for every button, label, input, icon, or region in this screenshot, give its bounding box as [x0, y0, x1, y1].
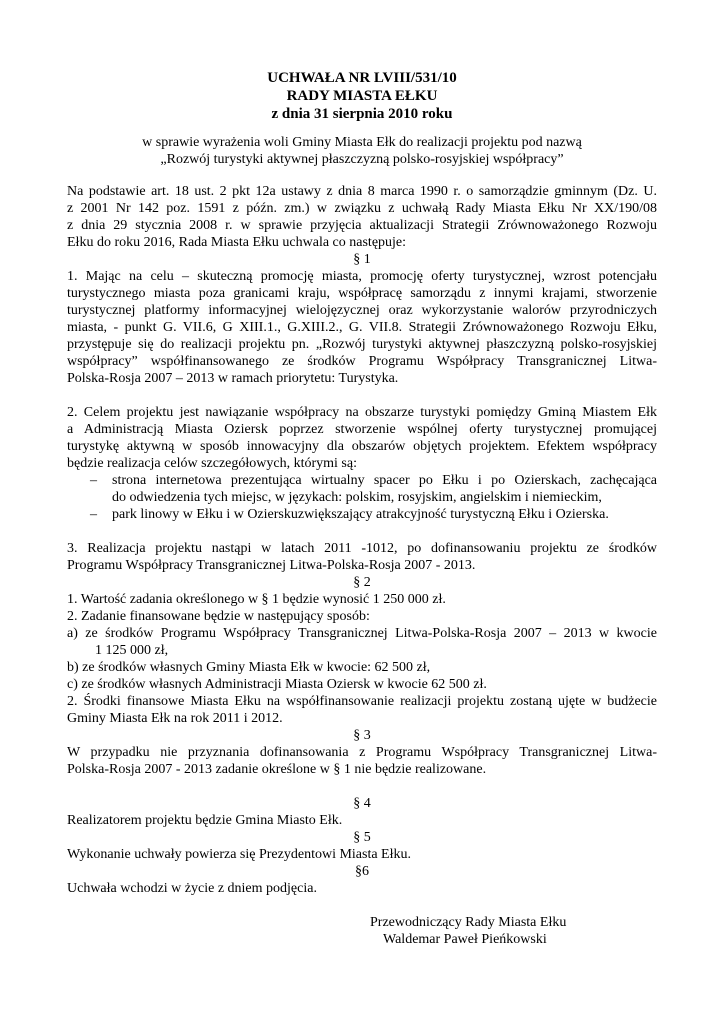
- subject-line-1: w sprawie wyrażenia woli Gminy Miasta Ełk do realizacji projektu pod nazwą: [142, 135, 582, 150]
- paragraph-line: a) ze środków Programu Współpracy Transgranicznej Litwa-Polska-Rosja 2007 – 2013 w kwocie: [67, 626, 657, 641]
- issuing-body: RADY MIASTA EŁKU: [286, 88, 438, 104]
- paragraph-line: Wykonanie uchwały powierza się Prezydentowi Miasta Ełku.: [67, 847, 411, 862]
- preamble-line: Na podstawie art. 18 ust. 2 pkt 12a ustawy z dnia 8 marca 1990 r. o samorządzie gminnym (Dz. U.: [67, 184, 657, 199]
- section-mark-5: § 5: [353, 830, 371, 845]
- preamble-line: Ełku do roku 2016, Rada Miasta Ełku uchwala co następuje:: [67, 235, 407, 250]
- paragraph-line: Polska-Rosja 2007 – 2013 w ramach priorytetu: Turystyka.: [67, 371, 399, 386]
- paragraph-line: będzie realizacja celów szczegółowych, którymi są:: [67, 456, 357, 471]
- paragraph-line: 1. Mając na celu – skuteczną promocję miasta, promocję oferty turystycznej, wzrost potencjału: [67, 269, 657, 284]
- preamble-line: z 2001 Nr 142 poz. 1591 z późn. zm.) w związku z uchwałą Rady Miasta Ełku Nr XX/190/08: [67, 201, 657, 216]
- paragraph-line: Realizatorem projektu będzie Gmina Miasto Ełk.: [67, 813, 343, 828]
- preamble-line: z dnia 29 stycznia 2008 r. w sprawie przyjęcia aktualizacji Strategii Zrównoważonego Rozwoju: [67, 218, 657, 233]
- bullet-item-continuation: do odwiedzenia tych miejsc, w językach: polskim, rosyjskim, angielskim i niemieckim,: [112, 490, 602, 505]
- bullet-dash: –: [90, 473, 97, 488]
- bullet-dash: –: [90, 507, 97, 522]
- paragraph-line: turystycznego miasta poza granicami kraju, współpracę samorządu z innymi krajami, stworzenie: [67, 286, 657, 301]
- paragraph-line: c) ze środków własnych Administracji Miasta Oziersk w kwocie 62 500 zł.: [67, 677, 487, 692]
- paragraph-line: turystykę aktywną w sposób innowacyjny dla obszarów objętych projektem. Efektem współpracy: [67, 439, 657, 454]
- paragraph-line: 1. Wartość zadania określonego w § 1 będzie wynosić 1 250 000 zł.: [67, 592, 446, 607]
- paragraph-line: W przypadku nie przyznania dofinansowania z Programu Współpracy Transgranicznej Litwa-: [67, 745, 657, 760]
- paragraph-line: 2. Celem projektu jest nawiązanie współpracy na obszarze turystyki pomiędzy Gminą Miastem Ełk: [67, 405, 657, 420]
- paragraph-line: przystępuje się do realizacji projektu pn. „Rozwój turystyki aktywnej płaszczyzną polsko-rosyjskiej: [67, 337, 657, 352]
- paragraph-line: współpracy” współfinansowanego ze środków Programu Współpracy Transgranicznej Litwa-: [67, 354, 657, 369]
- paragraph-line: turystycznej platformy informacyjnej wielojęzycznej oraz wykorzystanie walorów przyrodniczych: [67, 303, 657, 318]
- resolution-date: z dnia 31 sierpnia 2010 roku: [271, 106, 453, 122]
- paragraph-line: miasta, - punkt G. VII.6, G XIII.1., G.XIII.2., G. VII.8. Strategii Zrównoważonego Rozwoju Ełku,: [67, 320, 657, 335]
- paragraph-line: Gminy Miasta Ełk na rok 2011 i 2012.: [67, 711, 283, 726]
- paragraph-line: b) ze środków własnych Gminy Miasta Ełk w kwocie: 62 500 zł,: [67, 660, 431, 675]
- subject-line-2: „Rozwój turystyki aktywnej płaszczyzną polsko-rosyjskiej współpracy”: [160, 152, 564, 167]
- paragraph-line: Polska-Rosja 2007 - 2013 zadanie określone w § 1 nie będzie realizowane.: [67, 762, 487, 777]
- paragraph-line: a Administracją Miasta Oziersk poprzez stworzenie wspólnej oferty turystycznej promującej: [67, 422, 657, 437]
- section-mark-4: § 4: [353, 796, 371, 811]
- paragraph-line: 2. Zadanie finansowane będzie w następujący sposób:: [67, 609, 370, 624]
- paragraph-line: Uchwała wchodzi w życie z dniem podjęcia.: [67, 881, 317, 896]
- section-mark-6: §6: [355, 864, 369, 879]
- section-mark-2: § 2: [353, 575, 371, 590]
- bullet-item: park linowy w Ełku i w Ozierskuzwiększający atrakcyjność turystyczną Ełku i Ozierska.: [112, 507, 609, 522]
- paragraph-line: 2. Środki finansowe Miasta Ełku na współfinansowanie realizacji projektu zostaną ujęte w budżecie: [67, 694, 657, 709]
- paragraph-line: 3. Realizacja projektu nastąpi w latach 2011 -1012, po dofinansowaniu projektu ze środków: [67, 541, 657, 556]
- section-mark-3: § 3: [353, 728, 371, 743]
- signatory-name: Waldemar Paweł Pieńkowski: [383, 932, 547, 947]
- section-mark-1: § 1: [353, 252, 371, 267]
- resolution-number: UCHWAŁA NR LVIII/531/10: [267, 70, 457, 86]
- paragraph-line: 1 125 000 zł,: [95, 643, 169, 658]
- signatory-role: Przewodniczący Rady Miasta Ełku: [370, 915, 567, 930]
- bullet-item: strona internetowa prezentująca wirtualny spacer po Ełku i po Ozierskach, zachęcająca: [112, 473, 657, 488]
- paragraph-line: Programu Współpracy Transgranicznej Litwa-Polska-Rosja 2007 - 2013.: [67, 558, 476, 573]
